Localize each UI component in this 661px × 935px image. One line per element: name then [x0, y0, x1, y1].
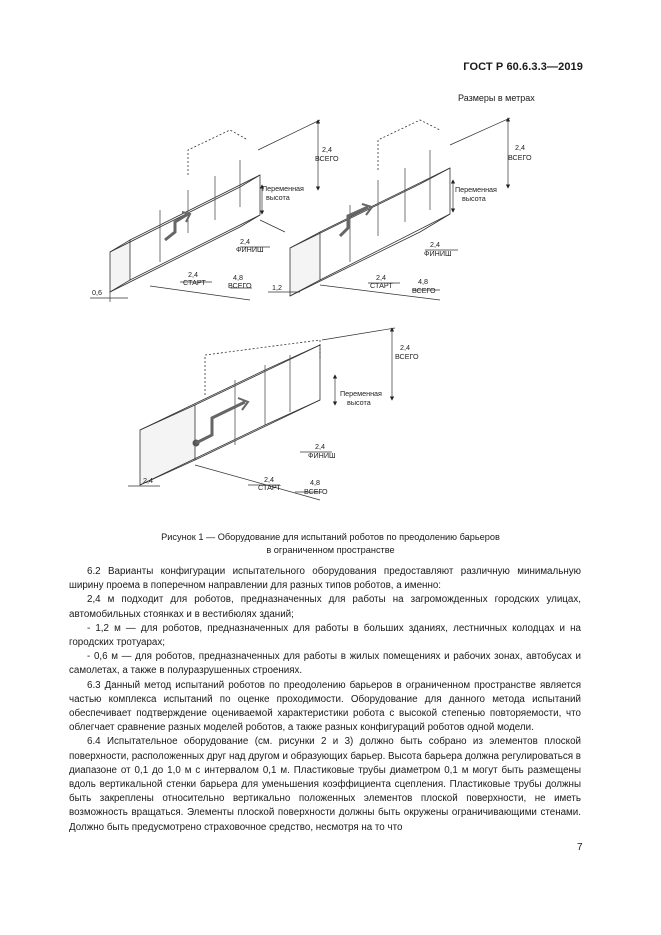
total-height-value-2: 2,4 [515, 143, 525, 152]
body-text [69, 565, 581, 835]
length-word-3: ВСЕГО [304, 487, 328, 496]
start-word-1: СТАРТ [183, 278, 206, 287]
test-rig-2-4 [140, 340, 320, 485]
width-label-2: 1,2 [272, 283, 282, 292]
variable-height-2a: Переменная [455, 185, 497, 194]
length-value-3: 4,8 [310, 478, 320, 487]
total-height-value-3: 2,4 [400, 343, 410, 352]
paragraph-option-0-6: - 0,6 м — для роботов, предназначенных для работы в жилых помещениях и рабочих зонах, автобусах и самолетах, а также в полуразрушенных строениях. [69, 651, 581, 677]
paragraph-6-2: 6.2 Варианты конфигурации испытательного оборудования предоставляют различную минимальную ширину проема в поперечном направлении для разных типов роботов, а именно: [69, 566, 581, 592]
total-height-value-1: 2,4 [322, 145, 332, 154]
figure-1-drawing [0, 100, 661, 520]
figure-caption [0, 531, 661, 557]
page-number: 7 [577, 842, 583, 853]
variable-height-1b: высота [266, 193, 290, 202]
start-value-3: 2,4 [264, 475, 274, 484]
width-label-1: 0,6 [92, 288, 102, 297]
start-value-1: 2,4 [188, 270, 198, 279]
total-height-word-1: ВСЕГО [315, 154, 339, 163]
finish-word-3: ФИНИШ [308, 451, 336, 460]
finish-value-3: 2,4 [315, 442, 325, 451]
caption-line-2: в ограниченном пространстве [266, 545, 395, 555]
length-value-1: 4,8 [233, 273, 243, 282]
variable-height-2b: высота [462, 194, 486, 203]
total-height-word-3: ВСЕГО [395, 352, 419, 361]
start-value-2: 2,4 [376, 273, 386, 282]
length-word-2: ВСЕГО [412, 286, 436, 295]
finish-value-1: 2,4 [240, 237, 250, 246]
finish-word-2: ФИНИШ [424, 249, 452, 258]
paragraph-6-4: 6.4 Испытательное оборудование (см. рисунки 2 и 3) должно быть собрано из элементов плоской поверхности, расположенных друг над другом и образующих барьер. Высота барьера должна регулироваться в диапазоне от 0,1 до 1,0 м с интервалом 0,1 м. Пластиковые трубы диаметром 0,1 м могут быть размещены вдоль вертикальной стенки барьера для уменьшения коэффициента сцепления. Пластиковые трубы должны быть закреплены относительно вертикально положенных элементов плоской поверхности, не иметь возможность вращаться. Элементы плоской поверхности должны быть окружены ограничивающими стенами. Должно быть предусмотрено страховочное средство, несмотря на то что [69, 736, 581, 833]
test-rig-0-6 [110, 130, 260, 292]
variable-height-3a: Переменная [340, 389, 382, 398]
length-value-2: 4,8 [418, 277, 428, 286]
start-word-2: СТАРТ [370, 281, 393, 290]
width-label-3: 2,4 [143, 476, 153, 485]
paragraph-option-2-4: 2,4 м подходит для роботов, предназначенных для работы на загроможденных городских улицах, автомобильных стоянках и в вестибюлях зданий; [69, 594, 581, 620]
length-word-1: ВСЕГО [228, 281, 252, 290]
finish-value-2: 2,4 [430, 240, 440, 249]
total-height-word-2: ВСЕГО [508, 153, 532, 162]
finish-word-1: ФИНИШ [236, 245, 264, 254]
units-note: Размеры в метрах [458, 93, 535, 103]
variable-height-3b: высота [347, 398, 371, 407]
test-rig-1-2 [290, 120, 450, 296]
paragraph-option-1-2: - 1,2 м — для роботов, предназначенных для работы в больших зданиях, лестничных колодцах и на городских тротуарах; [69, 622, 581, 649]
variable-height-1a: Переменная [262, 184, 304, 193]
start-word-3: СТАРТ [258, 483, 281, 492]
caption-line-1: Рисунок 1 — Оборудование для испытаний роботов по преодолению барьеров [161, 532, 500, 542]
document-code: ГОСТ Р 60.6.3.3—2019 [463, 61, 583, 73]
paragraph-6-3: 6.3 Данный метод испытаний роботов по преодолению барьеров в ограниченном пространстве является частью комплекса испытаний по оценке проходимости. Оборудование для данного метода испытаний обеспечивает подтверждение оцениваемой характеристики робота с высокой степенью повторяемости, что облегчает сравнение разных моделей роботов, а также разных конфигураций роботов одной модели. [69, 679, 581, 734]
